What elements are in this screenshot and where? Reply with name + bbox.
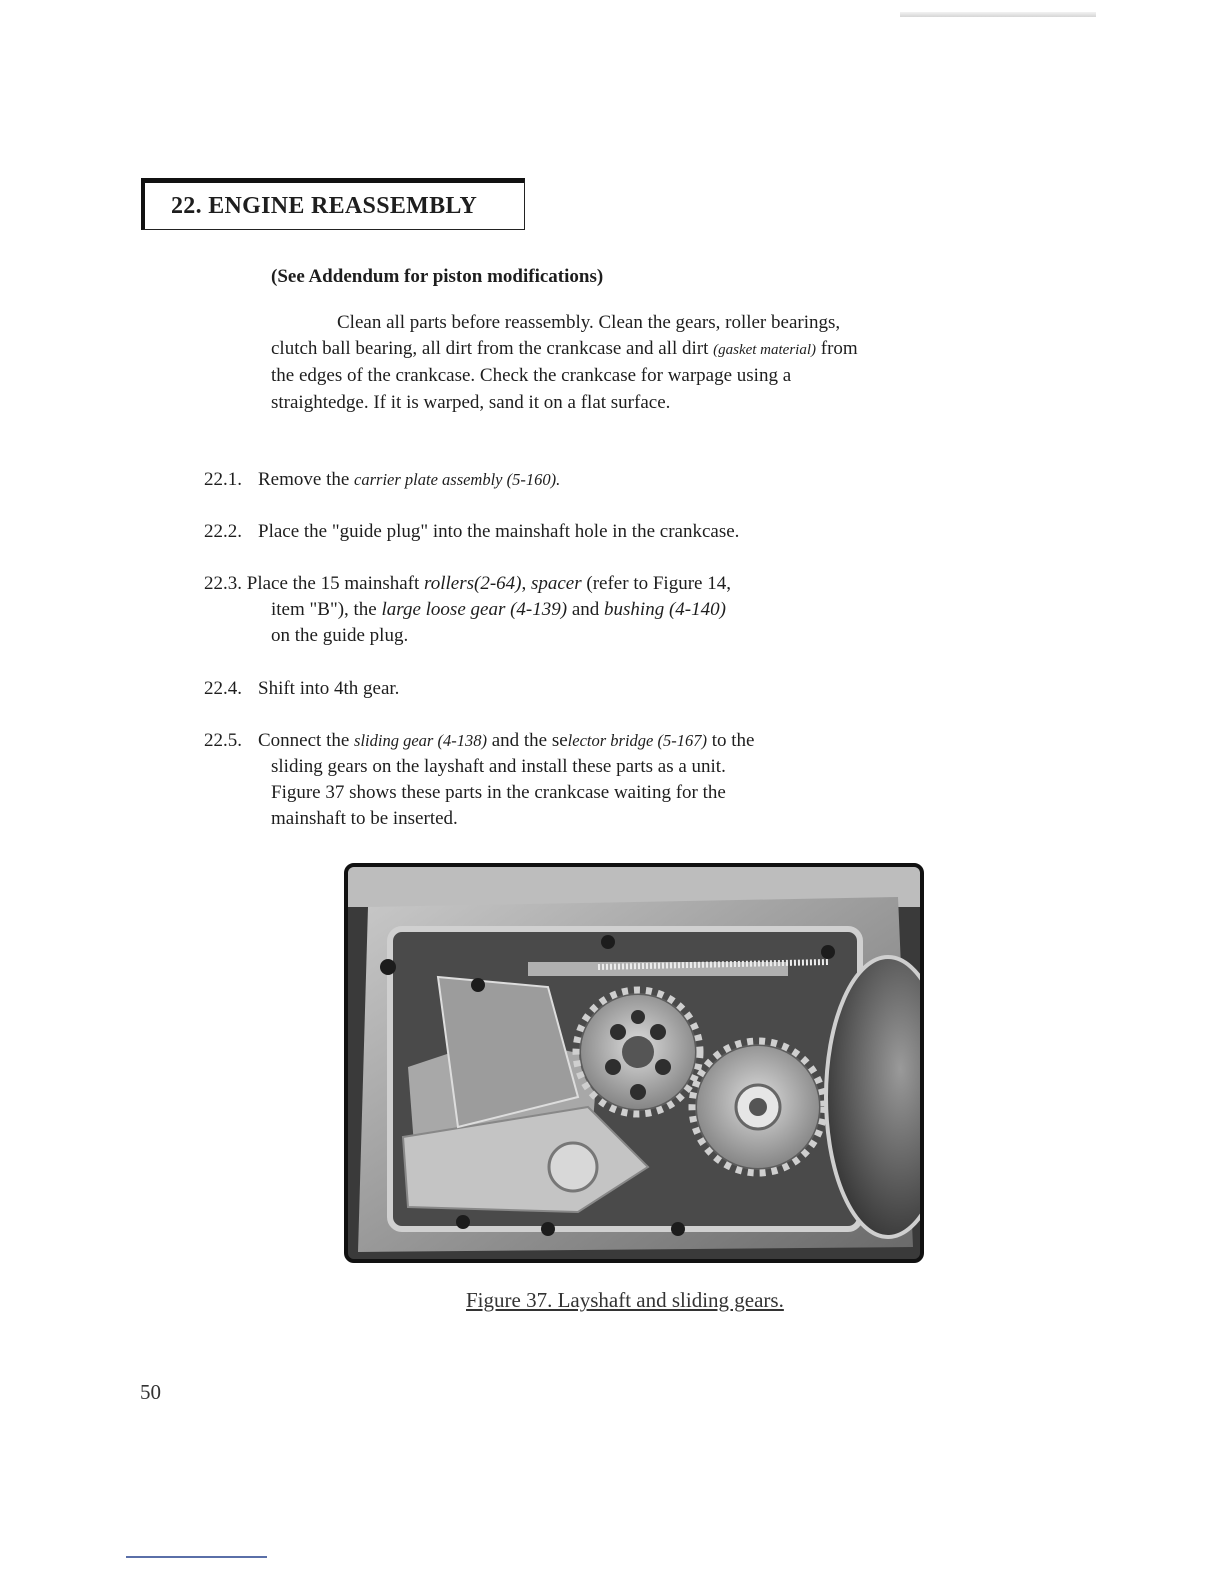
- step-number: 22.2.: [204, 521, 242, 542]
- step-text: Remove the: [258, 469, 355, 490]
- step-part-ref: large loose gear (4-139): [381, 599, 568, 620]
- step-number: 22.4.: [204, 678, 242, 699]
- step-part-ref: spacer: [530, 573, 582, 594]
- step-text: Place the "guide plug" into the mainshaft hole in the crankcase.: [258, 521, 740, 542]
- step-text: ,: [521, 573, 531, 594]
- step-text: Shift into 4th gear.: [258, 678, 400, 699]
- step-text: and: [567, 599, 605, 620]
- intro-paragraph: [271, 310, 861, 416]
- step-22-4: [204, 676, 399, 702]
- step-text: mainshaft to be inserted.: [271, 808, 458, 829]
- step-part-ref: sliding gear (4-138): [354, 731, 487, 750]
- step-text: and the se: [486, 730, 568, 751]
- intro-text-italic: (gasket material): [713, 342, 816, 359]
- bottom-scan-rule: [126, 1556, 267, 1558]
- step-text: Connect the: [258, 730, 355, 751]
- step-text: Figure 37 shows these parts in the crankcase waiting for the: [271, 782, 726, 803]
- step-22-2: [204, 519, 739, 545]
- step-22-5: [204, 728, 754, 832]
- crankcase-gears-photo: [348, 867, 920, 1259]
- intro-text-1: Clean all parts before reassembly. Clean the gears, roller bearings, clutch ball bearing, all dirt from the crankcase and all dirt: [271, 312, 841, 360]
- step-number: 22.3.: [204, 573, 242, 594]
- intro-text-2: from the edges of the crankcase. Check the crankcase for warpage using a straightedge. If it is warped, sand it on a flat surface.: [271, 338, 858, 413]
- step-22-3: [204, 571, 731, 649]
- step-text: Place the 15 mainshaft: [246, 573, 425, 594]
- step-part-ref: carrier plate assembly (5-160).: [354, 470, 561, 489]
- step-number: 22.1.: [204, 469, 242, 490]
- step-text: sliding gears on the layshaft and install these parts as a unit.: [271, 756, 726, 777]
- addendum-note: (See Addendum for piston modifications): [271, 266, 604, 287]
- step-part-ref: lector bridge (5-167): [567, 731, 707, 750]
- top-scan-rule: [900, 12, 1096, 17]
- step-text: item "B"), the: [271, 599, 382, 620]
- step-22-1: [204, 467, 560, 493]
- section-header-box: [141, 178, 525, 230]
- figure-37-photo: [344, 863, 924, 1263]
- section-title: 22. ENGINE REASSEMBLY: [171, 193, 478, 219]
- step-text: (refer to Figure 14,: [581, 573, 731, 594]
- step-number: 22.5.: [204, 730, 242, 751]
- step-part-ref: rollers(2-64): [424, 573, 522, 594]
- figure-caption: Figure 37. Layshaft and sliding gears.: [466, 1288, 784, 1312]
- step-text: on the guide plug.: [271, 625, 409, 646]
- step-part-ref: bushing (4-140): [604, 599, 726, 620]
- step-text: to the: [706, 730, 755, 751]
- page-number: 50: [140, 1380, 161, 1404]
